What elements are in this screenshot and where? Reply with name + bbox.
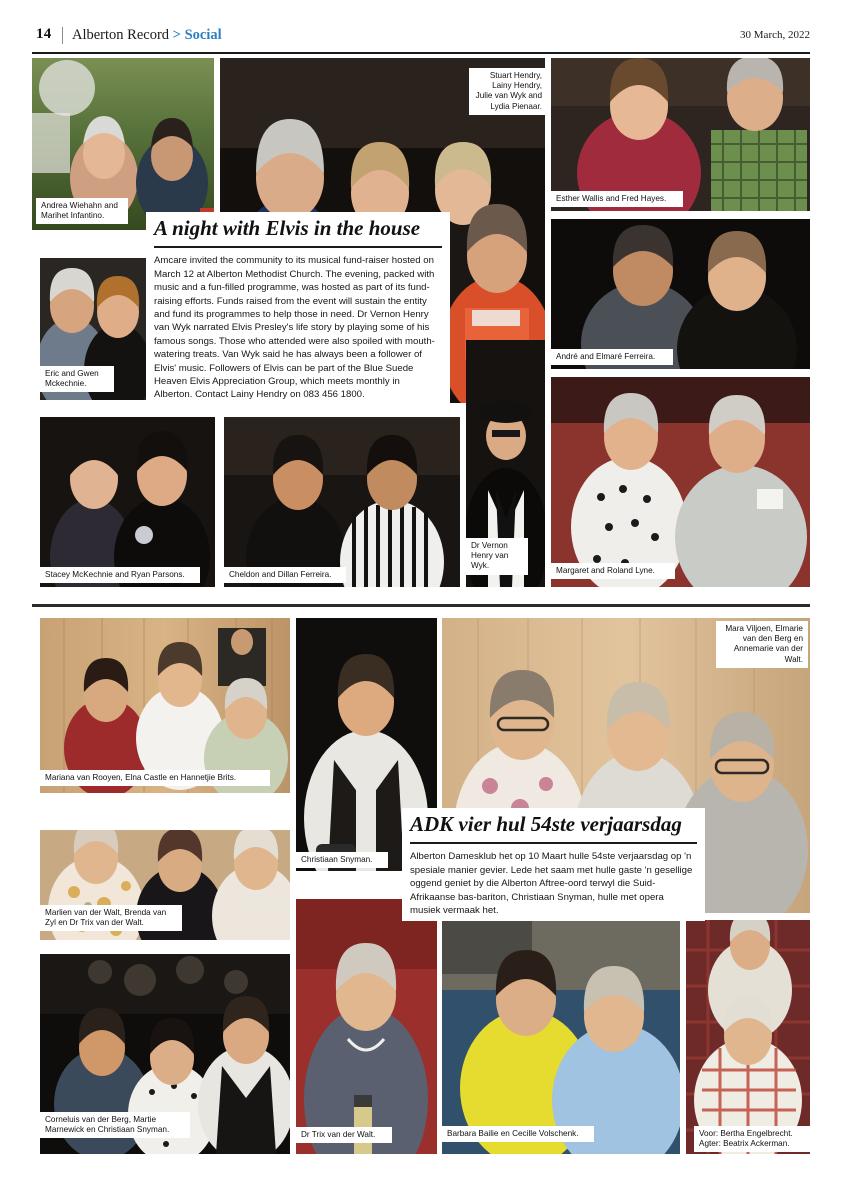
photo-marlien-group — [40, 830, 290, 940]
photo-image — [40, 417, 215, 587]
article-adk-headline: ADK vier hul 54ste verjaarsdag — [410, 812, 682, 836]
article-adk-rule — [410, 842, 697, 844]
photo-vernon — [466, 340, 545, 587]
photo-barbara-cecille — [442, 920, 680, 1154]
caption-corneluis: Corneluis van der Berg, Martie Marnewick en Christiaan Snyman. — [40, 1112, 190, 1138]
article-adk — [402, 808, 705, 921]
photo-image — [40, 618, 290, 793]
photo-image — [551, 58, 810, 211]
section-divider — [32, 604, 810, 607]
caption-stacey: Stacey McKechnie and Ryan Parsons. — [40, 567, 200, 583]
photo-trix — [296, 899, 437, 1154]
masthead — [32, 26, 810, 52]
article-elvis-headline: A night with Elvis in the house — [154, 216, 421, 240]
photo-image — [551, 219, 810, 369]
article-adk-body: Alberton Damesklub het op 10 Maart hulle 54ste verjaarsdag op 'n spesiale manier gevier. Lede het saam met hulle gaste 'n gesellige oggend geniet by die Alberton Aftree-oord terwyl die Suid-Afrikaanse bas-bariton, Christiaan Snyman, hulle met opera musiek vermaak het. — [410, 851, 693, 917]
photo-image — [442, 920, 680, 1154]
breadcrumb — [72, 27, 222, 44]
article-elvis-rule — [154, 246, 442, 248]
caption-marlien: Marlien van der Walt, Brenda van Zyl en Dr Trix van der Walt. — [40, 905, 182, 931]
article-elvis-body: Amcare invited the community to its musical fund-raiser hosted on March 12 at Alberton Methodist Church. The evening, packed with music and a fun-filled programme, was hosted as part of its fund-raising efforts. Funds raised from the event will sustain the entity and fund its programmes to help those in need. Dr Vernon Henry van Wyk narrated Elvis Presley's life story by playing some of his famous songs. Those who attended were also spoiled with mouth-watering treats. Van Wyk said he has always been a follower of Elvis' music. Followers of Elvis can be part of the Blue Suede Heaven Elvis Appreciation Group, which meets monthly in Alberton. Contact Lainy Hendry on 083 456 1800. — [154, 255, 435, 401]
photo-image — [224, 417, 460, 587]
photo-cheldon-dillan — [224, 417, 460, 587]
caption-barbara: Barbara Bailie en Cecille Volschenk. — [442, 1126, 594, 1142]
masthead-rule — [32, 52, 810, 54]
caption-trix: Dr Trix van der Walt. — [296, 1127, 392, 1143]
caption-christiaan: Christiaan Snyman. — [296, 852, 388, 868]
photo-andrea-marihet — [32, 58, 214, 230]
photo-andre-elmare — [551, 219, 810, 369]
masthead-divider — [62, 27, 63, 44]
photo-bertha-beatrix — [686, 920, 810, 1154]
caption-mara: Mara Viljoen, Elmarie van den Berg en Annemarie van der Walt. — [716, 621, 808, 668]
publication-name: Alberton Record — [72, 27, 170, 43]
photo-corneluis-group — [40, 954, 290, 1154]
section-arrow: > — [172, 27, 181, 43]
photo-stacey-ryan — [40, 417, 215, 587]
photo-image — [296, 899, 437, 1154]
caption-esther: Esther Wallis and Fred Hayes. — [551, 191, 683, 207]
photo-mariana-group — [40, 618, 290, 793]
photo-image — [686, 920, 810, 1154]
caption-eric: Eric and Gwen Mckechnie. — [40, 366, 114, 392]
section-name: Social — [184, 27, 222, 43]
caption-andre: André and Elmaré Ferreira. — [551, 349, 673, 365]
caption-andrea: Andrea Wiehahn and Marihet Infantino. — [36, 198, 128, 224]
article-elvis — [146, 212, 450, 404]
caption-mariana: Mariana van Rooyen, Elna Castle en Hannetjie Brits. — [40, 770, 270, 786]
photo-margaret-roland — [551, 377, 810, 587]
caption-bertha: Voor: Bertha Engelbrecht. Agter: Beatrix Ackerman. — [694, 1126, 810, 1152]
issue-date: 30 March, 2022 — [740, 29, 810, 41]
photo-image — [551, 377, 810, 587]
caption-cheldon: Cheldon and Dillan Ferreira. — [224, 567, 346, 583]
page-number: 14 — [36, 26, 52, 42]
photo-esther-fred — [551, 58, 810, 211]
caption-margaret: Margaret and Roland Lyne. — [551, 563, 675, 579]
caption-vernon: Dr Vernon Henry van Wyk. — [466, 538, 528, 575]
photo-eric-gwen — [40, 258, 146, 400]
caption-stuart: Stuart Hendry, Lainy Hendry, Julie van Wyk and Lydia Pienaar. — [469, 68, 547, 115]
